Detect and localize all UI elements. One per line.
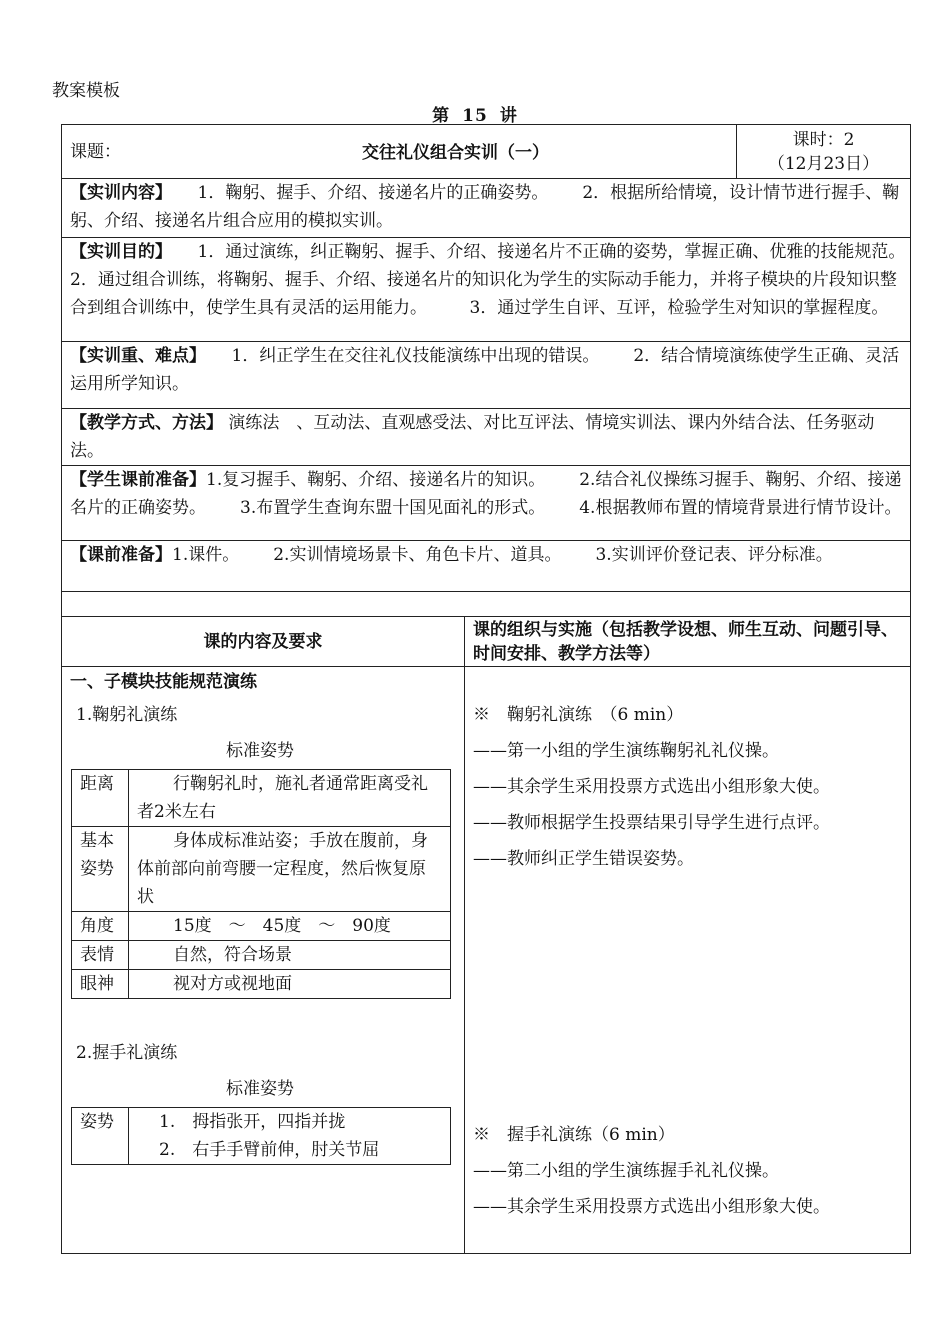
handshake-item: 1. 拇指张开，四指并拢: [159, 1112, 346, 1132]
lesson-plan-table: [61, 124, 911, 1254]
hours-label: 课时：2: [792, 130, 855, 150]
student-prep-row: [62, 466, 911, 541]
handshake-posture-items: [129, 1108, 451, 1165]
preclass-cell: [62, 541, 911, 592]
content-cell: [62, 179, 911, 238]
lecture-prefix: 第: [432, 106, 451, 126]
columns-header-row: [62, 617, 911, 667]
blank-row: [62, 592, 911, 617]
preclass-item-3: 3.实训评价登记表、评分标准。: [595, 545, 833, 565]
template-label: 教案模板: [52, 81, 120, 101]
bow-row-text: 15度 ～ 45度 ～ 90度: [129, 912, 451, 941]
handshake-item: 2. 右手手臂前伸，肘关节屈: [159, 1140, 380, 1160]
bow-row-text: 身体成标准站姿；手放在腹前，身体前部向前弯腰一定程度，然后恢复原状: [129, 827, 451, 912]
bow-standard-label: 标准姿势: [226, 741, 294, 761]
preclass-row: [62, 541, 911, 592]
right-column-header: 课的组织与实施（包括教学设想、师生互动、问题引导、时间安排、教学方法等）: [465, 617, 911, 667]
purpose-label: 【实训目的】: [70, 242, 164, 262]
left-column-header: 课的内容及要求: [62, 617, 465, 667]
bow-drill-title: ※ 鞠躬礼演练 （6 min）: [473, 705, 684, 725]
methods-cell: [62, 409, 911, 466]
handshake-standards-table: [71, 1107, 451, 1165]
bow-row-text: 行鞠躬礼时，施礼者通常距离受礼者2米左右: [129, 770, 451, 827]
preclass-item-2: 2.实训情境场景卡、角色卡片、道具。: [273, 545, 562, 565]
lecture-title: [0, 101, 950, 126]
methods-text: 演练法 、互动法、直观感受法、对比互评法、情境实训法、课内外结合法、任务驱动法。: [70, 413, 875, 461]
hours-cell: [737, 125, 911, 179]
content-item-2: 2．根据所给情境，设计情节进行握手、鞠躬、介绍、接递名片组合应用的模拟实训。: [70, 183, 900, 231]
part-title: 一、子模块技能规范演练: [70, 672, 257, 692]
student-prep-item-4: 4.根据教师布置的情境背景进行情节设计。: [579, 498, 902, 518]
student-prep-item-2: 2.结合礼仪操练习握手、鞠躬、介绍、接递名片的正确姿势。: [70, 470, 902, 518]
handshake-section-title: 2.握手礼演练: [76, 1043, 178, 1063]
handshake-drill-line: ——其余学生采用投票方式选出小组形象大使。: [473, 1197, 830, 1217]
bow-standards-table: [71, 769, 451, 999]
bow-drill-line: ——第一小组的学生演练鞠躬礼礼仪操。: [473, 741, 779, 761]
lecture-suffix: 讲: [499, 106, 518, 126]
handshake-standard-label: 标准姿势: [226, 1079, 294, 1099]
bow-section-title: 1.鞠躬礼演练: [76, 705, 178, 725]
content-row: [62, 179, 911, 238]
bow-row-gaze: [72, 970, 451, 999]
content-label: 【实训内容】: [70, 183, 164, 203]
preclass-item-1: 1.课件。: [172, 545, 240, 565]
content-item-1: 1．鞠躬、握手、介绍、接递名片的正确姿势。: [197, 183, 549, 203]
bow-row-label: 基本姿势: [72, 827, 129, 912]
bow-row-label: 眼神: [72, 970, 129, 999]
bow-drill-line: ——其余学生采用投票方式选出小组形象大使。: [473, 777, 830, 797]
bow-row-text: 自然，符合场景: [129, 941, 451, 970]
purpose-row: [62, 238, 911, 342]
bow-row-label: 角度: [72, 912, 129, 941]
bow-row-angle: [72, 912, 451, 941]
student-prep-label: 【学生课前准备】: [70, 470, 206, 490]
date-label: （12月23日）: [767, 154, 880, 174]
handshake-row-posture: [72, 1108, 451, 1165]
bow-row-text: 视对方或视地面: [129, 970, 451, 999]
topic-cell: [62, 125, 737, 179]
student-prep-item-1: 1.复习握手、鞠躬、介绍、接递名片的知识。: [206, 470, 546, 490]
left-content-cell: [62, 667, 465, 1254]
bow-row-posture: [72, 827, 451, 912]
student-prep-cell: [62, 466, 911, 541]
purpose-item-2: 2．通过组合训练，将鞠躬、握手、介绍、接递名片的知识化为学生的实际动手能力，并将子模块的片段知识整合到组合训练中，使学生具有灵活的运用能力。: [70, 270, 897, 318]
bow-row-distance: [72, 770, 451, 827]
keypoints-cell: [62, 342, 911, 409]
bow-drill-line: ——教师纠正学生错误姿势。: [473, 849, 694, 869]
keypoints-label: 【实训重、难点】: [70, 346, 198, 366]
bow-row-expression: [72, 941, 451, 970]
content-body-row: [62, 667, 911, 1254]
keypoints-item-2: 2．结合情境演练使学生正确、灵活运用所学知识。: [70, 346, 900, 394]
purpose-item-1: 1．通过演练，纠正鞠躬、握手、介绍、接递名片不正确的姿势，掌握正确、优雅的技能规范。: [197, 242, 897, 262]
preclass-label: 【课前准备】: [70, 545, 172, 565]
methods-label: 【教学方式、方法】: [70, 413, 223, 433]
keypoints-row: [62, 342, 911, 409]
bow-row-label: 距离: [72, 770, 129, 827]
handshake-drill-title: ※ 握手礼演练（6 min）: [473, 1125, 675, 1145]
student-prep-item-3: 3.布置学生查询东盟十国见面礼的形式。: [240, 498, 546, 518]
purpose-cell: [62, 238, 911, 342]
keypoints-item-1: 1．纠正学生在交往礼仪技能演练中出现的错误。: [231, 346, 600, 366]
methods-row: [62, 409, 911, 466]
handshake-posture-label: 姿势: [72, 1108, 129, 1165]
bow-row-label: 表情: [72, 941, 129, 970]
bow-drill-line: ——教师根据学生投票结果引导学生进行点评。: [473, 813, 830, 833]
purpose-item-3: 3．通过学生自评、互评，检验学生对知识的掌握程度。: [469, 298, 889, 318]
lecture-number: 15: [462, 106, 488, 126]
right-content-cell: [465, 667, 911, 1254]
topic-label: 课题：: [70, 141, 121, 162]
topic-row: [62, 125, 911, 179]
blank-cell: [62, 592, 911, 617]
topic-title: 交往礼仪组合实训（一）: [362, 143, 549, 163]
handshake-drill-line: ——第二小组的学生演练握手礼礼仪操。: [473, 1161, 779, 1181]
